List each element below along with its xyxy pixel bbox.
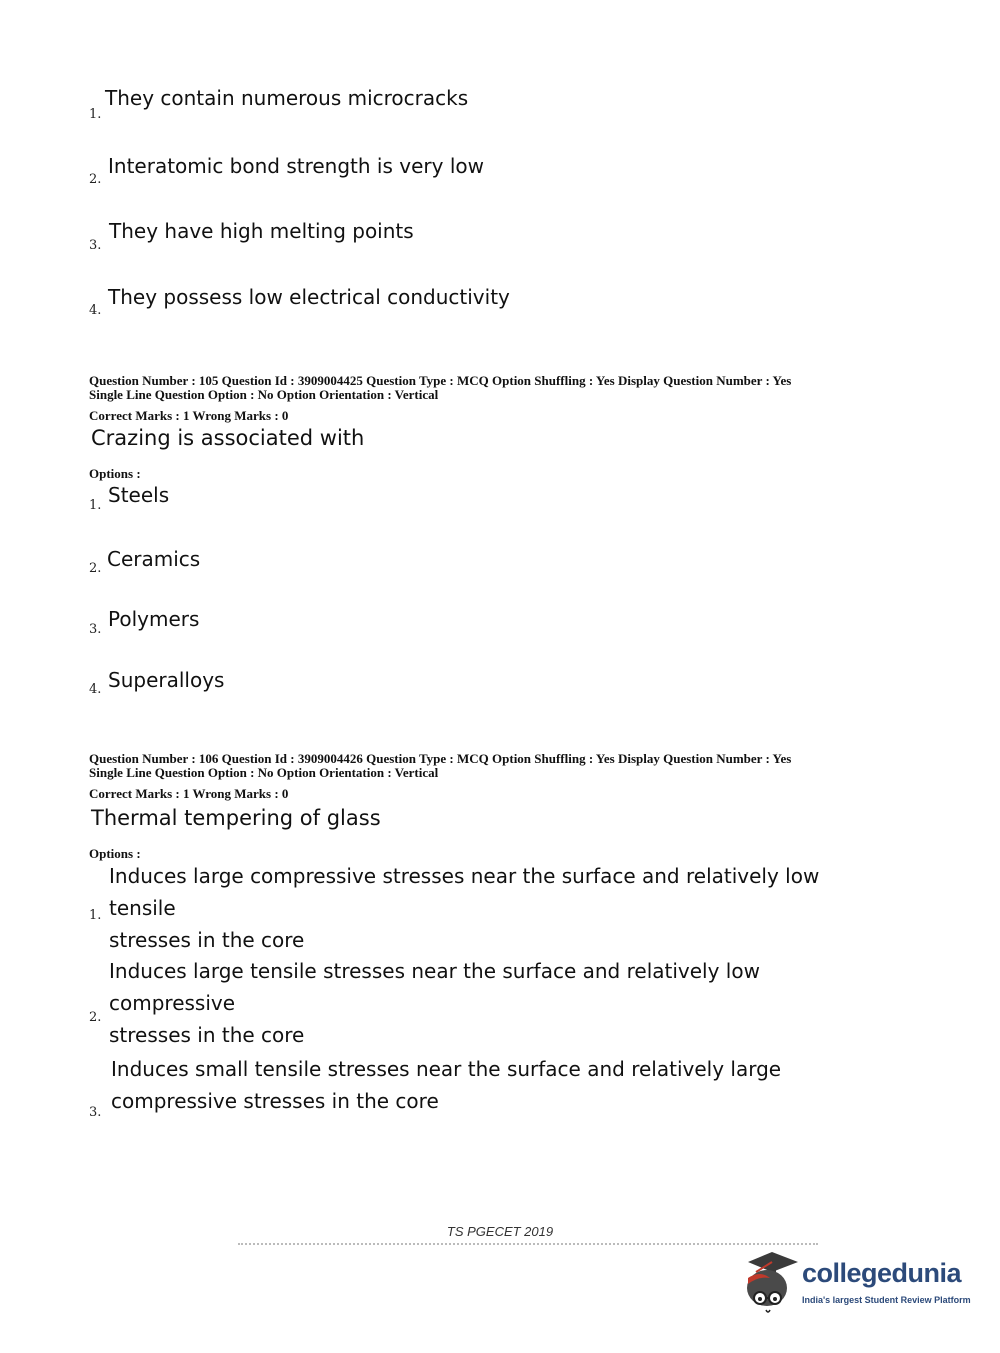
graduate-mascot-icon — [740, 1248, 804, 1318]
q106-option-2-number: 2. — [89, 1010, 102, 1025]
q105-question-text: Crazing is associated with — [91, 426, 365, 450]
q106-option-3-line-1: Induces small tensile stresses near the surface and relatively large — [111, 1057, 782, 1081]
collegedunia-logo — [740, 1248, 970, 1318]
q105-option-3-number: 3. — [89, 622, 102, 637]
q106-option-2-text — [109, 955, 889, 1051]
prev-option-3-text: They have high melting points — [109, 219, 414, 243]
prev-option-3-number: 3. — [89, 238, 102, 253]
q106-option-3-number: 3. — [89, 1105, 102, 1120]
prev-option-1-number: 1. — [89, 107, 102, 122]
q106-option-3-line-2: compressive stresses in the core — [111, 1089, 439, 1113]
logo-tagline: India's largest Student Review Platform — [802, 1295, 971, 1305]
q106-marks: Correct Marks : 1 Wrong Marks : 0 — [89, 786, 289, 801]
prev-option-4-number: 4. — [89, 303, 102, 318]
prev-option-2-text: Interatomic bond strength is very low — [108, 154, 484, 178]
prev-option-4-text: They possess low electrical conductivity — [108, 285, 510, 309]
q106-option-3-text — [111, 1053, 891, 1117]
prev-option-2-number: 2. — [89, 172, 102, 187]
q106-meta-line-2: Single Line Question Option : No Option Orientation : Vertical — [89, 765, 439, 780]
q105-option-4-text: Superalloys — [108, 668, 225, 692]
q105-option-2-text: Ceramics — [107, 547, 201, 571]
q105-meta-line-1: Question Number : 105 Question Id : 3909004425 Question Type : MCQ Option Shuffling : Yes Display Question Number : Yes — [89, 373, 792, 388]
logo-brand: collegedunia — [802, 1258, 962, 1288]
q105-option-4-number: 4. — [89, 682, 102, 697]
q106-options-label: Options : — [89, 846, 141, 861]
q106-option-1-line-1: Induces large compressive stresses near the surface and relatively low tensile — [109, 864, 820, 920]
q106-option-1-number: 1. — [89, 908, 102, 923]
q105-options-label: Options : — [89, 466, 141, 481]
q106-meta-line-1: Question Number : 106 Question Id : 3909004426 Question Type : MCQ Option Shuffling : Yes Display Question Number : Yes — [89, 751, 792, 766]
prev-option-1-text: They contain numerous microcracks — [105, 86, 469, 110]
q105-marks: Correct Marks : 1 Wrong Marks : 0 — [89, 408, 289, 423]
footer-exam-name: TS PGECET 2019 — [446, 1224, 554, 1239]
q105-option-3-text: Polymers — [108, 607, 200, 631]
q106-option-2-line-1: Induces large tensile stresses near the surface and relatively low compressive — [109, 959, 760, 1015]
q105-option-1-number: 1. — [89, 498, 102, 513]
q106-question-text: Thermal tempering of glass — [91, 806, 381, 830]
q105-meta-line-2: Single Line Question Option : No Option Orientation : Vertical — [89, 387, 439, 402]
q106-option-1-line-2: stresses in the core — [109, 928, 305, 952]
q105-option-1-text: Steels — [108, 483, 170, 507]
q106-option-1-text — [109, 860, 889, 956]
q105-option-2-number: 2. — [89, 561, 102, 576]
q106-option-2-line-2: stresses in the core — [109, 1023, 305, 1047]
footer-divider — [238, 1243, 818, 1247]
